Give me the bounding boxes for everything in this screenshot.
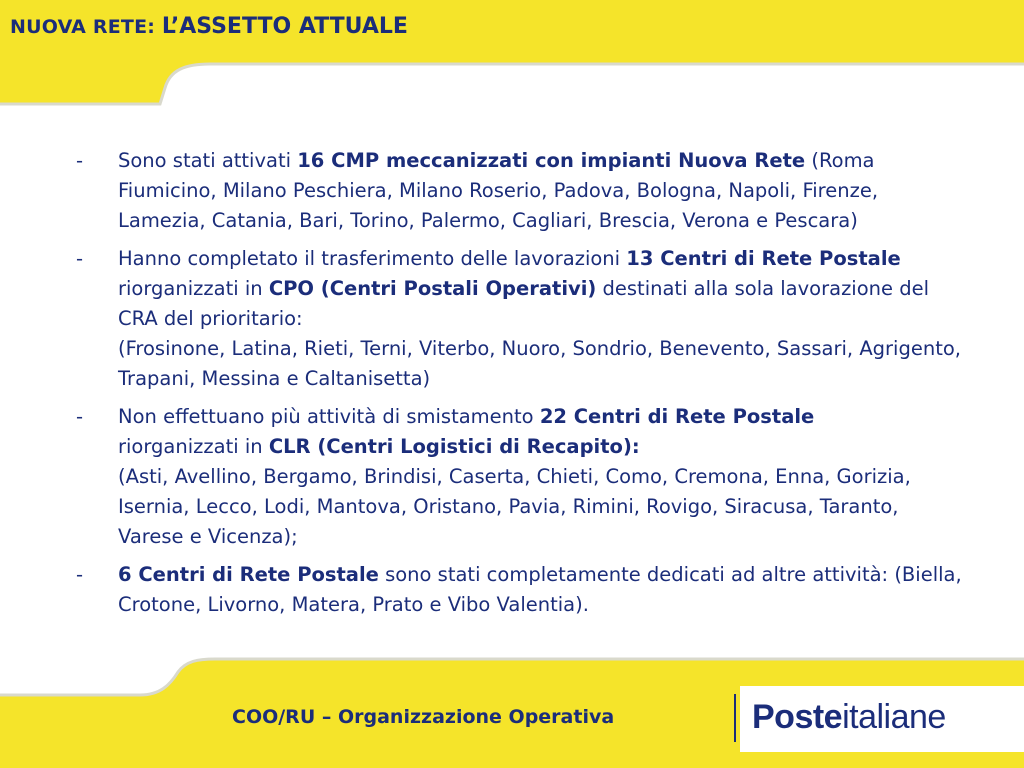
item-text: Sono stati attivati [118,149,298,172]
item-text: riorganizzati in [118,277,269,300]
bullet-list [76,146,966,628]
list-item [76,402,966,552]
poste-italiane-logo [752,698,946,737]
footer-text: COO/RU – Organizzazione Operativa [232,706,615,728]
item-bold-text: CPO (Centri Postali Operativi) [268,277,597,300]
item-text: (Roma Fiumicino, Milano Peschiera, Milano Roserio, Padova, Bologna, Napoli, Firenze, Lamezia, Catania, Bari, Torino, Palermo, Cagliari, Brescia, Verona e Pescara) [118,149,879,232]
title-main: L’ASSETTO ATTUALE [161,14,408,39]
item-text: Non effettuano più attività di smistamento [118,405,540,428]
bullet-dash: - [76,247,84,270]
bullet-dash: - [76,563,84,586]
title-prefix: NUOVA RETE: [10,16,162,38]
bullet-dash: - [76,405,84,428]
list-item [76,244,966,394]
item-bold-text: 6 Centri di Rete Postale [118,563,379,586]
item-city-list: (Asti, Avellino, Bergamo, Brindisi, Caserta, Chieti, Como, Cremona, Enna, Gorizia, Isernia, Lecco, Lodi, Mantova, Oristano, Pavia, Rimini, Rovigo, Siracusa, Taranto, Varese e Vicenza); [118,465,911,548]
item-text: Hanno completato il trasferimento delle lavorazioni [118,247,627,270]
item-bold-text: 22 Centri di Rete Postale [539,405,815,428]
item-bold-text: 16 CMP meccanizzati con impianti Nuova Rete [297,149,806,172]
item-bold-text: CLR (Centri Logistici di Recapito): [268,435,640,458]
item-city-list: (Frosinone, Latina, Rieti, Terni, Viterbo, Nuoro, Sondrio, Benevento, Sassari, Agrigento, Trapani, Messina e Caltanisetta) [118,337,961,390]
list-item [76,146,966,236]
list-item [76,560,966,620]
logo-bold-part: Poste [752,698,843,736]
item-bold-text: 13 Centri di Rete Postale [626,247,901,270]
footer-divider [734,694,736,742]
item-text: sono stati completamente dedicati ad altre attività: (Biella, Crotone, Livorno, Matera, Prato e Vibo Valentia). [118,563,962,616]
item-text: riorganizzati in [118,435,269,458]
page-title [10,14,408,39]
item-text: destinati alla sola lavorazione del CRA del prioritario: [118,277,930,330]
logo-regular-part: italiane [842,698,946,736]
bullet-dash: - [76,149,84,172]
